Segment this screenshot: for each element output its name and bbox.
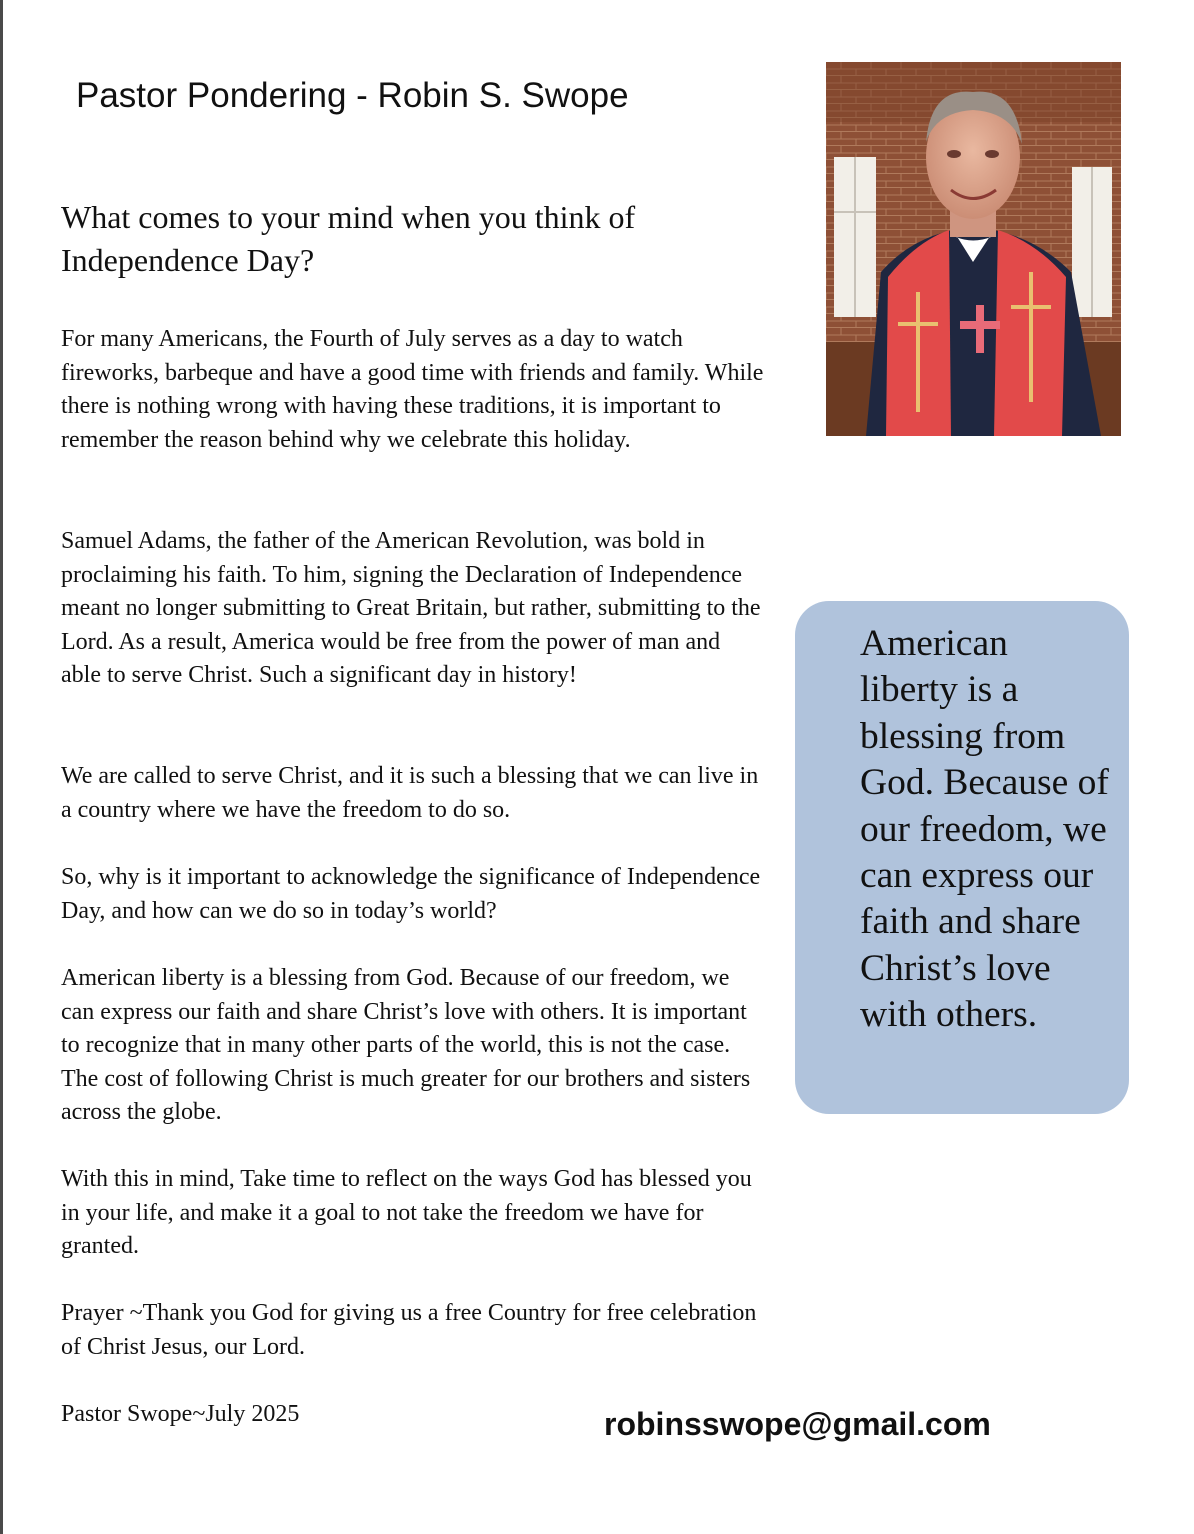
prayer-paragraph: Prayer ~Thank you God for giving us a free Country for free celebration of Christ Jesus, our Lord. (61, 1300, 757, 1360)
article-paragraph: So, why is it important to acknowledge the significance of Independence Day, and how can we do so in today’s world? (61, 864, 761, 924)
signature: Pastor Swope~July 2025 (61, 1401, 300, 1427)
page-left-border (0, 0, 3, 1534)
article-paragraph: With this in mind, Take time to reflect on the ways God has blessed you in your life, and make it a goal to not take the freedom we have for granted. (61, 1166, 752, 1260)
pull-quote-text: American liberty is a blessing from God. Because of our freedom, we can express our faith and share Christ’s love with others. (860, 623, 1109, 1036)
article-paragraph: We are called to serve Christ, and it is such a blessing that we can live in a country where we have the freedom to do so. (61, 763, 759, 823)
contact-email: robinsswope@gmail.com (604, 1406, 991, 1442)
page-title: Pastor Pondering - Robin S. Swope (76, 76, 629, 115)
pastor-photo (826, 62, 1121, 436)
article-subtitle: What comes to your mind when you think of Independence Day? (61, 199, 636, 278)
article-paragraph: American liberty is a blessing from God. Because of our freedom, we can express our faith and share Christ’s love with others. It is important to recognize that in many other parts of the world, this is not the case. The cost of following Christ is much greater for our brothers and sisters across the globe. (61, 965, 751, 1126)
article-paragraph: For many Americans, the Fourth of July serves as a day to watch fireworks, barbeque and have a good time with friends and family. While there is nothing wrong with having these traditions, it is important to remember the reason behind why we celebrate this holiday. (61, 326, 764, 453)
article-paragraph: Samuel Adams, the father of the American Revolution, was bold in proclaiming his faith. To him, signing the Declaration of Independence meant no longer submitting to Great Britain, but rather, submitting to the Lord. As a result, America would be free from the power of man and able to serve Christ. Such a significant day in history! (61, 528, 761, 689)
pull-quote-box (795, 601, 1129, 1114)
